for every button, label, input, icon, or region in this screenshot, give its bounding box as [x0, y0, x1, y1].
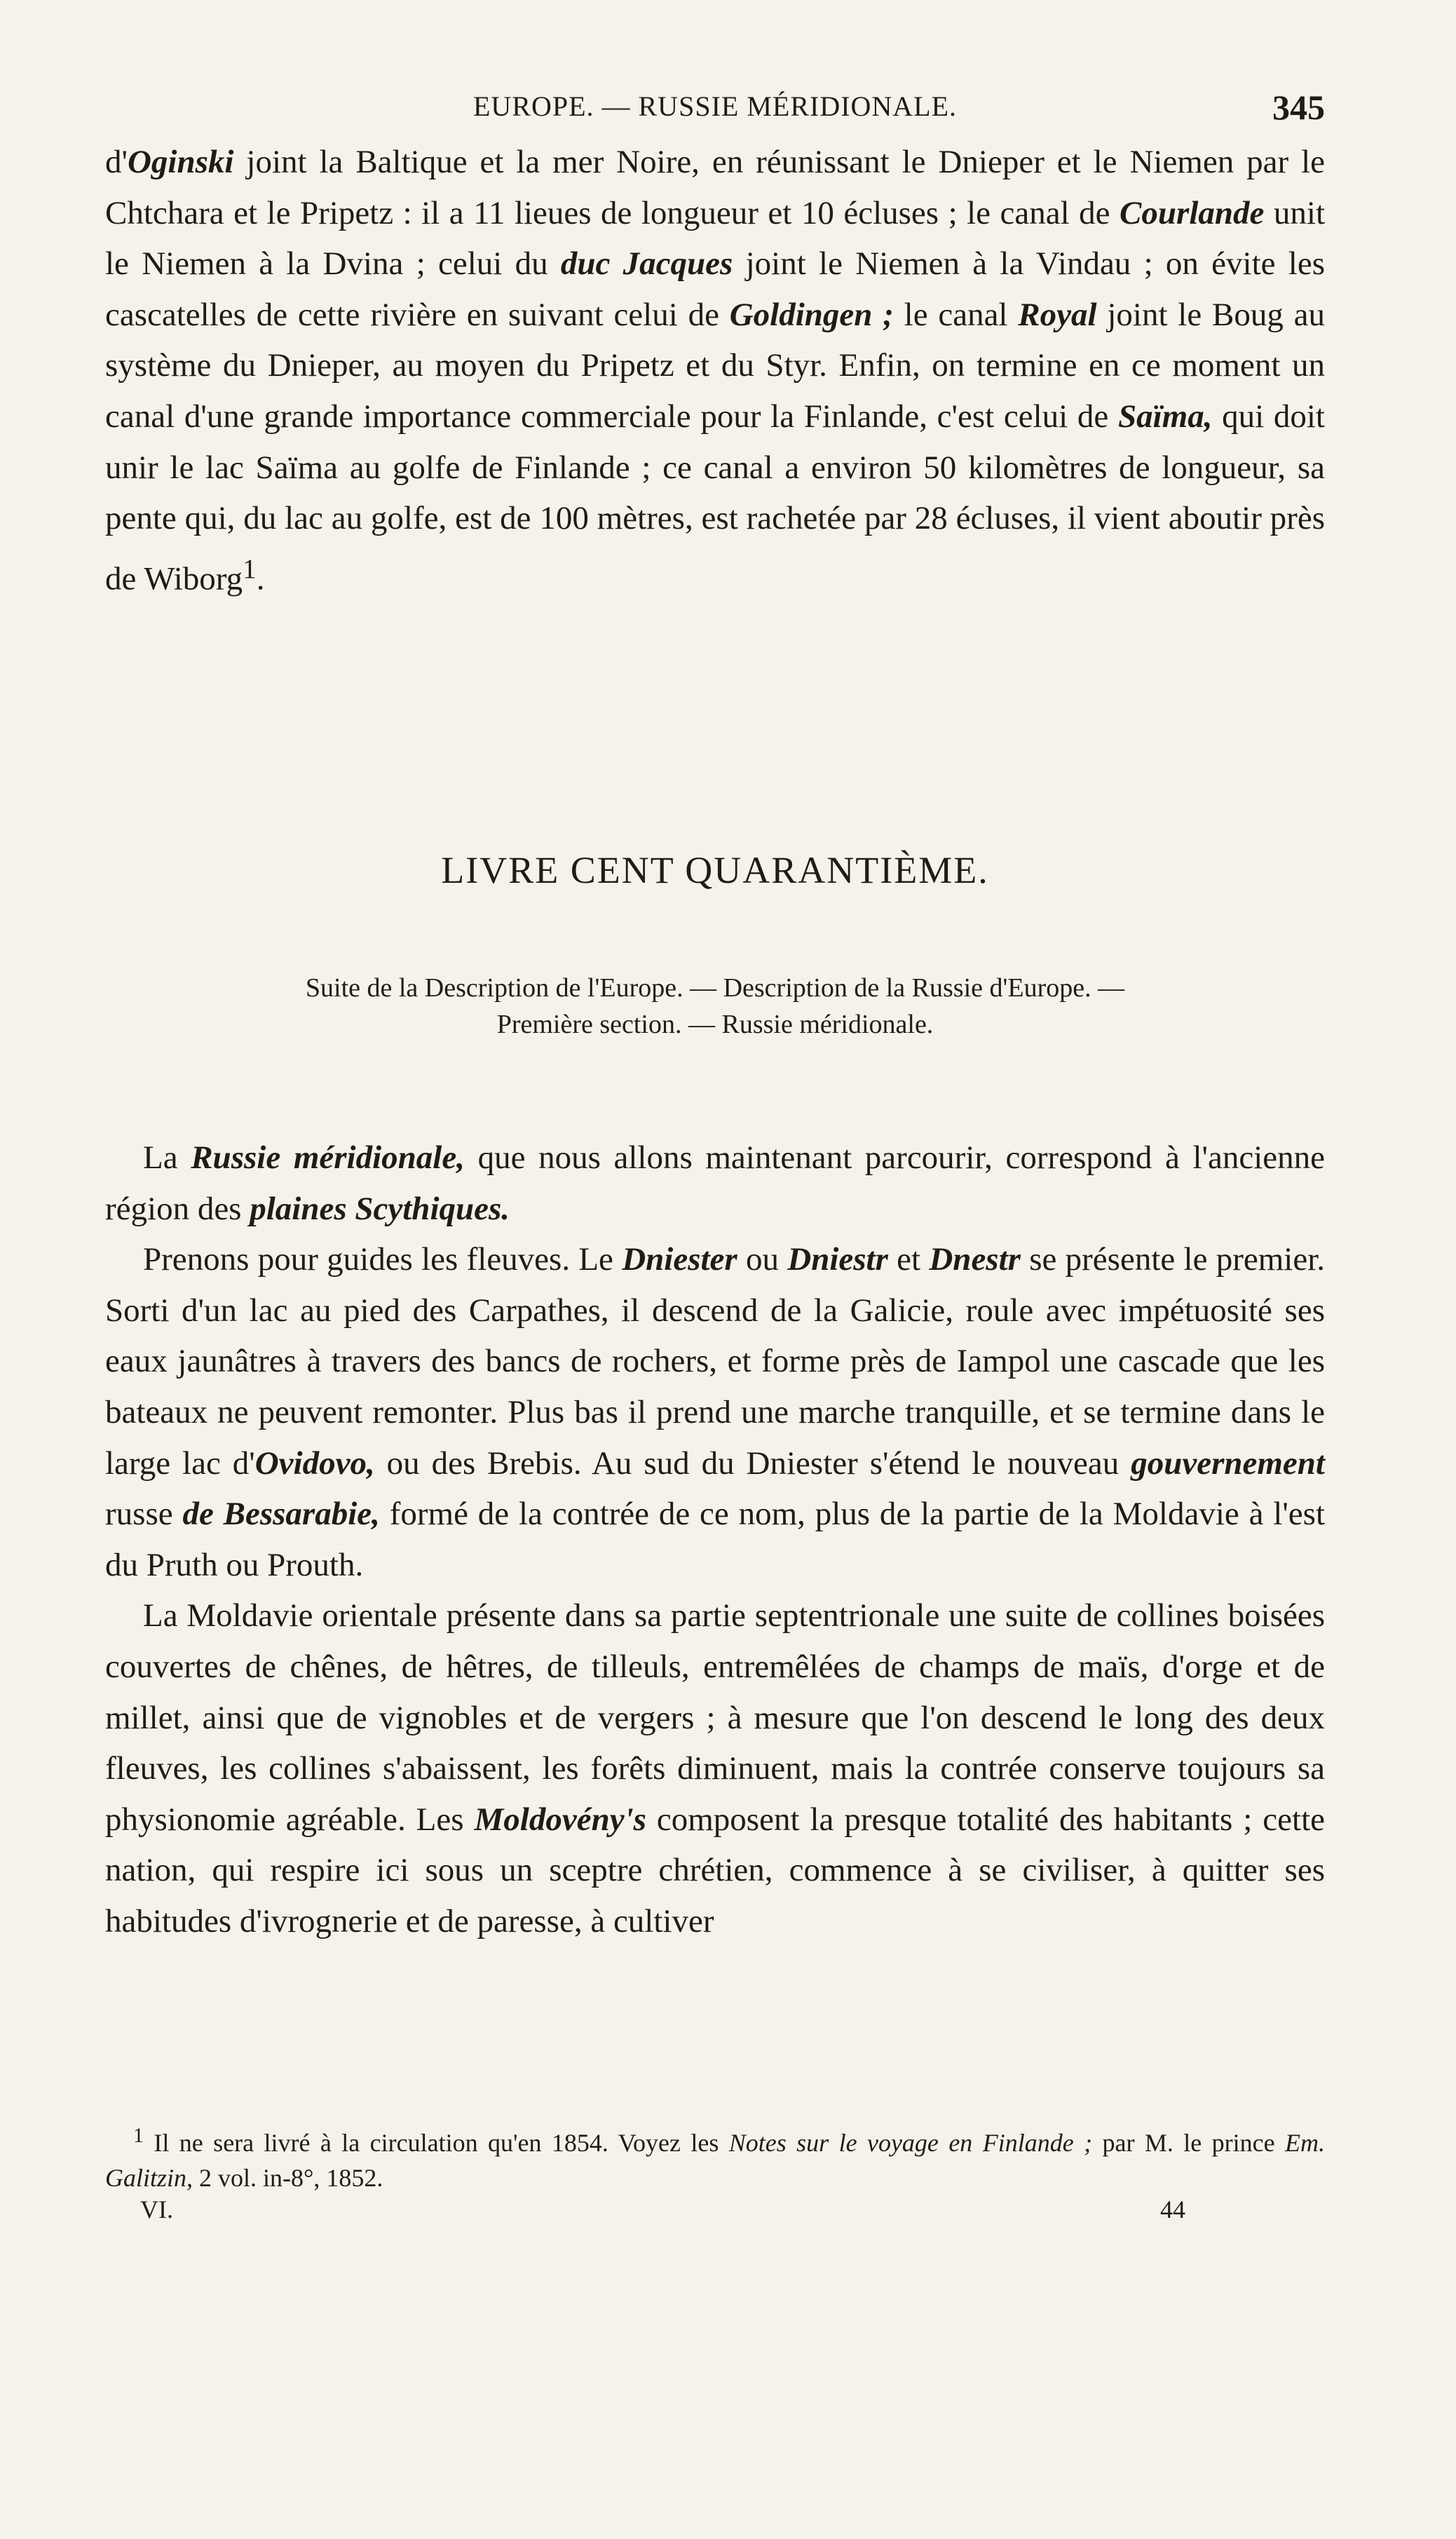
page-number: 345: [1272, 88, 1325, 127]
emphasis: gouvernement: [1131, 1444, 1325, 1482]
emphasis: Goldingen ;: [729, 296, 894, 333]
text-run: qui doit unir le lac Saïma au golfe de Finlande ; ce canal a environ 50 kilomètres de longueur, sa pente qui, du lac au golfe, est de 100 mètres, est rachetée par 28 écluses, il vient aboutir près de Wiborg: [105, 398, 1325, 597]
text-run: joint le Niemen à la Vindau ; on évite les cascatelles de cette rivière en suivant celui de: [105, 245, 1325, 333]
text-run: joint le Boug au système du Dnieper, au moyen du Pripetz et du Styr. Enfin, on termine en ce moment un canal d'une grande importance commerciale pour la Finlande, c'est celui de: [105, 296, 1325, 435]
text-run: .: [256, 560, 265, 597]
sheet-number: 44: [1160, 2195, 1185, 2223]
text-run: ou: [737, 1241, 788, 1278]
emphasis: Saïma,: [1117, 398, 1213, 435]
chapter-summary: [105, 970, 1325, 1043]
chapter-title: LIVRE CENT QUARANTIÈME.: [441, 849, 989, 891]
emphasis: Dnestr: [929, 1241, 1021, 1278]
text-run: La Moldavie orientale présente dans sa partie septentrionale une suite de collines boisées couvertes de chênes, de hêtres, de tilleuls, entremêlées de champs de maïs, d'orge et de millet, ainsi que de vignobles et de vergers ; à mesure que l'on descend le long des deux fleuves, les collines s'abaissent, les forêts diminuent, mais la contrée conserve toujours sa physionomie agréable. Les: [105, 1597, 1325, 1838]
summary-line: Suite de la Description de l'Europe. — Description de la Russie d'Europe. —: [305, 973, 1125, 1003]
text-run: et: [887, 1241, 930, 1278]
emphasis: Courlande: [1120, 194, 1265, 231]
text-run: 2 vol. in-8°, 1852.: [193, 2164, 383, 2192]
emphasis: Royal: [1018, 296, 1097, 333]
text-run: composent la presque totalité des habitants ; cette nation, qui respire ici sous un sceptre chrétien, commence à se civiliser, à quitter ses habitudes d'ivrognerie et de paresse, à cultiver: [105, 1801, 1325, 1939]
footnote-marker: 1: [133, 2124, 144, 2147]
emphasis: Russie méridionale,: [191, 1139, 465, 1176]
text-run: se présente le premier. Sorti d'un lac au pied des Carpathes, il descend de la Galicie, roule avec impétuosité ses eaux jaunâtres à travers des bancs de rochers, et forme près de Iampol une cascade que les bateaux ne peuvent remonter. Plus bas il prend une marche tranquille, et se termine dans le large lac d': [105, 1241, 1325, 1482]
emphasis: Ovidovo,: [254, 1444, 375, 1482]
emphasis: Oginski: [127, 144, 234, 180]
paragraph-canals: [105, 137, 1325, 604]
footnote: [105, 2118, 1325, 2195]
text-run: que nous allons maintenant parcourir, correspond à l'ancienne région des: [105, 1139, 1325, 1227]
emphasis: Notes sur le voyage en Finlande ;: [728, 2129, 1093, 2157]
paragraph-intro: [105, 1132, 1325, 1234]
emphasis: de Bessarabie,: [182, 1496, 380, 1533]
text-run: formé de la contrée de ce nom, plus de la partie de la Moldavie à l'est du Pruth ou Prouth.: [105, 1496, 1326, 1583]
running-title: EUROPE. — RUSSIE MÉRIDIONALE.: [472, 90, 958, 122]
text-run: unit le Niemen à la Dvina ; celui du: [105, 194, 1326, 283]
summary-line: Première section. — Russie méridionale.: [496, 1010, 934, 1039]
text-run: ou des Brebis. Au sud du Dniester s'étend le nouveau: [374, 1444, 1131, 1482]
emphasis: Dniester: [622, 1241, 737, 1278]
text-run: joint la Baltique et la mer Noire, en réunissant le Dnieper et le Niemen par le Chtchara et le Pripetz : il a 11 lieues de longueur et 10 écluses ; le canal de: [105, 144, 1325, 231]
text-run: par M. le prince: [1092, 2129, 1286, 2157]
emphasis: duc Jacques: [560, 245, 733, 283]
footnote-reference[interactable]: 1: [243, 553, 257, 584]
text-run: La: [143, 1139, 191, 1176]
chapter-body: [105, 1132, 1325, 1947]
paragraph-moldavia: [105, 1590, 1325, 1946]
paragraph-dniester: [105, 1234, 1325, 1590]
emphasis: Em. Galitzin,: [105, 2129, 1326, 2192]
volume-signature: VI.: [140, 2195, 173, 2223]
emphasis: Dniestr: [787, 1241, 888, 1278]
emphasis: plaines Scythiques.: [250, 1190, 510, 1227]
emphasis: Moldovény's: [474, 1801, 646, 1838]
text-run: le canal: [893, 296, 1019, 333]
text-run: Prenons pour guides les fleuves. Le: [143, 1241, 622, 1278]
text-run: d': [105, 144, 128, 180]
text-run: Il ne sera livré à la circulation qu'en 1854. Voyez les: [144, 2129, 729, 2157]
running-header: [105, 90, 1325, 132]
text-run: russe: [105, 1496, 183, 1533]
